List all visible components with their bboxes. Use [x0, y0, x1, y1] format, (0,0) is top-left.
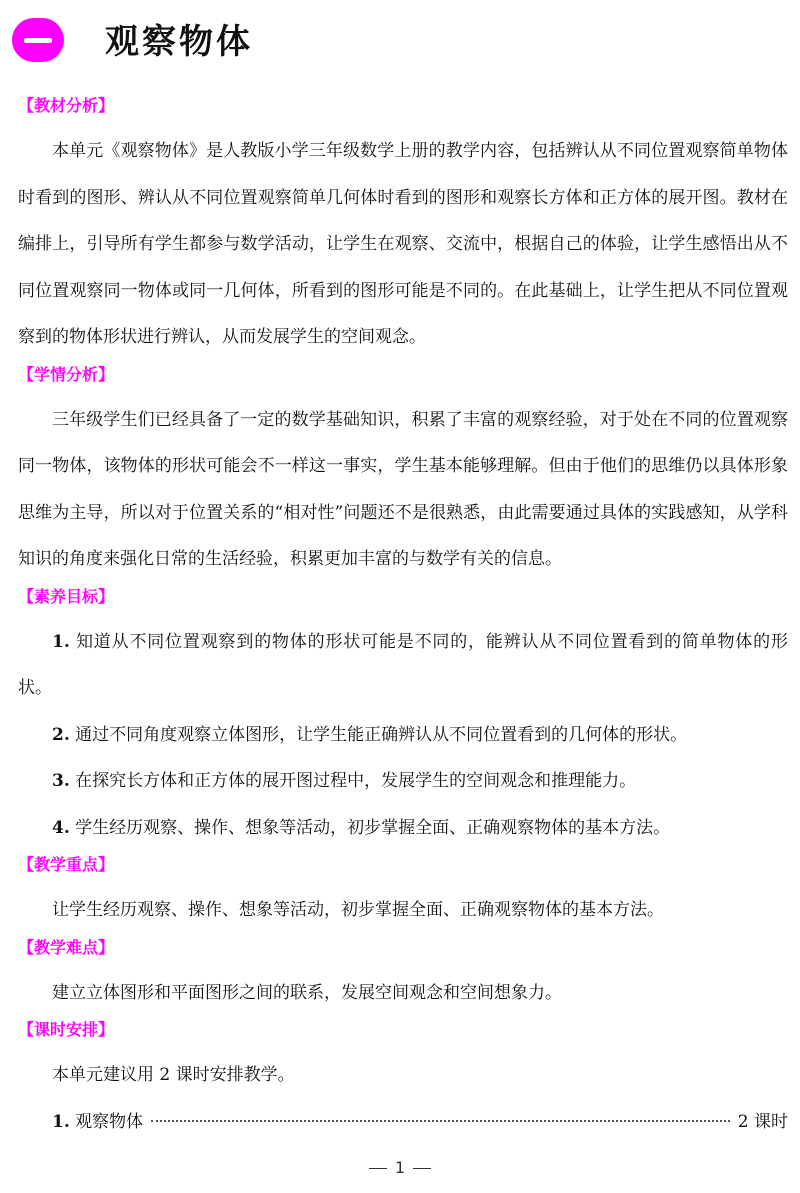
- page-footer: [0, 1158, 800, 1177]
- goal-item: [18, 712, 788, 759]
- goal-text: 知道从不同位置观察到的物体的形状可能是不同的，能辨认从不同位置看到的简单物体的形状。: [18, 631, 789, 698]
- goal-text: 在探究长方体和正方体的展开图过程中，发展学生的空间观念和推理能力。: [75, 771, 637, 791]
- goal-text: 通过不同角度观察立体图形，让学生能正确辨认从不同位置看到的几何体的形状。: [75, 724, 688, 745]
- goal-item: [18, 805, 788, 852]
- goal-number: 4.: [52, 817, 70, 838]
- goal-item: [18, 758, 788, 805]
- difficulties-text: 建立立体图形和平面图形之间的联系，发展空间观念和空间想象力。: [52, 982, 562, 1003]
- section-heading-textbook: 【教材分析】: [18, 96, 115, 115]
- section-heading-key-points: 【教学重点】: [18, 855, 115, 874]
- page-number: 1: [394, 1158, 406, 1177]
- page-content: [18, 92, 788, 1145]
- goal-number: 3.: [52, 771, 70, 791]
- schedule-row-label: [52, 1099, 143, 1145]
- schedule-text: 本单元建议用 2 课时安排教学。: [52, 1065, 295, 1085]
- goal-number: 2.: [52, 724, 70, 745]
- section-heading-goals: 【素养目标】: [18, 586, 115, 606]
- goal-number: 1.: [52, 631, 70, 652]
- schedule-row-value: 2 课时: [737, 1111, 788, 1132]
- footer-rule-right: [413, 1168, 431, 1169]
- unit-number-badge: [12, 18, 64, 62]
- section-heading-difficulties: 【教学难点】: [18, 937, 115, 957]
- section-heading-schedule: 【课时安排】: [18, 1020, 115, 1039]
- schedule-row: [18, 1099, 788, 1145]
- unit-number-glyph: [24, 38, 52, 43]
- textbook-analysis-text: 本单元《观察物体》是人教版小学三年级数学上册的教学内容，包括辨认从不同位置观察简单物体时看到的图形、辨认从不同位置观察简单几何体时看到的图形和观察长方体和正方体的展开图。教材在编排上，引导所有学生都参与数学活动，让学生在观察、交流中，根据自己的体验，让学生感悟出从不同位置观察同一物体或同一几何体，所看到的图形可能是不同的。在此基础上，让学生把从不同位置观察到的物体形状进行辨认，从而发展学生的空间观念。: [18, 141, 788, 347]
- schedule-row-number: 1.: [52, 1111, 70, 1132]
- goal-text: 学生经历观察、操作、想象等活动，初步掌握全面、正确观察物体的基本方法。: [75, 817, 671, 838]
- footer-rule-left: [369, 1168, 387, 1169]
- student-analysis-text: 三年级学生们已经具备了一定的数学基础知识，积累了丰富的观察经验，对于处在不同的位置观察同一物体，该物体的形状可能会不一样这一事实，学生基本能够理解。但由于他们的思维仍以具体形象思维为主导，所以对于位置关系的“相对性”问题还不是很熟悉，由此需要通过具体的实践感知，从学科知识的角度来强化日常的生活经验，积累更加丰富的与数学有关的信息。: [18, 409, 788, 569]
- dot-leader: [151, 1120, 730, 1122]
- section-heading-students: 【学情分析】: [18, 364, 115, 384]
- page-title: 观察物体: [105, 22, 253, 62]
- key-points-text: 让学生经历观察、操作、想象等活动，初步掌握全面、正确观察物体的基本方法。: [52, 900, 664, 920]
- goal-item: [18, 619, 788, 712]
- schedule-row-title: 观察物体: [75, 1111, 144, 1132]
